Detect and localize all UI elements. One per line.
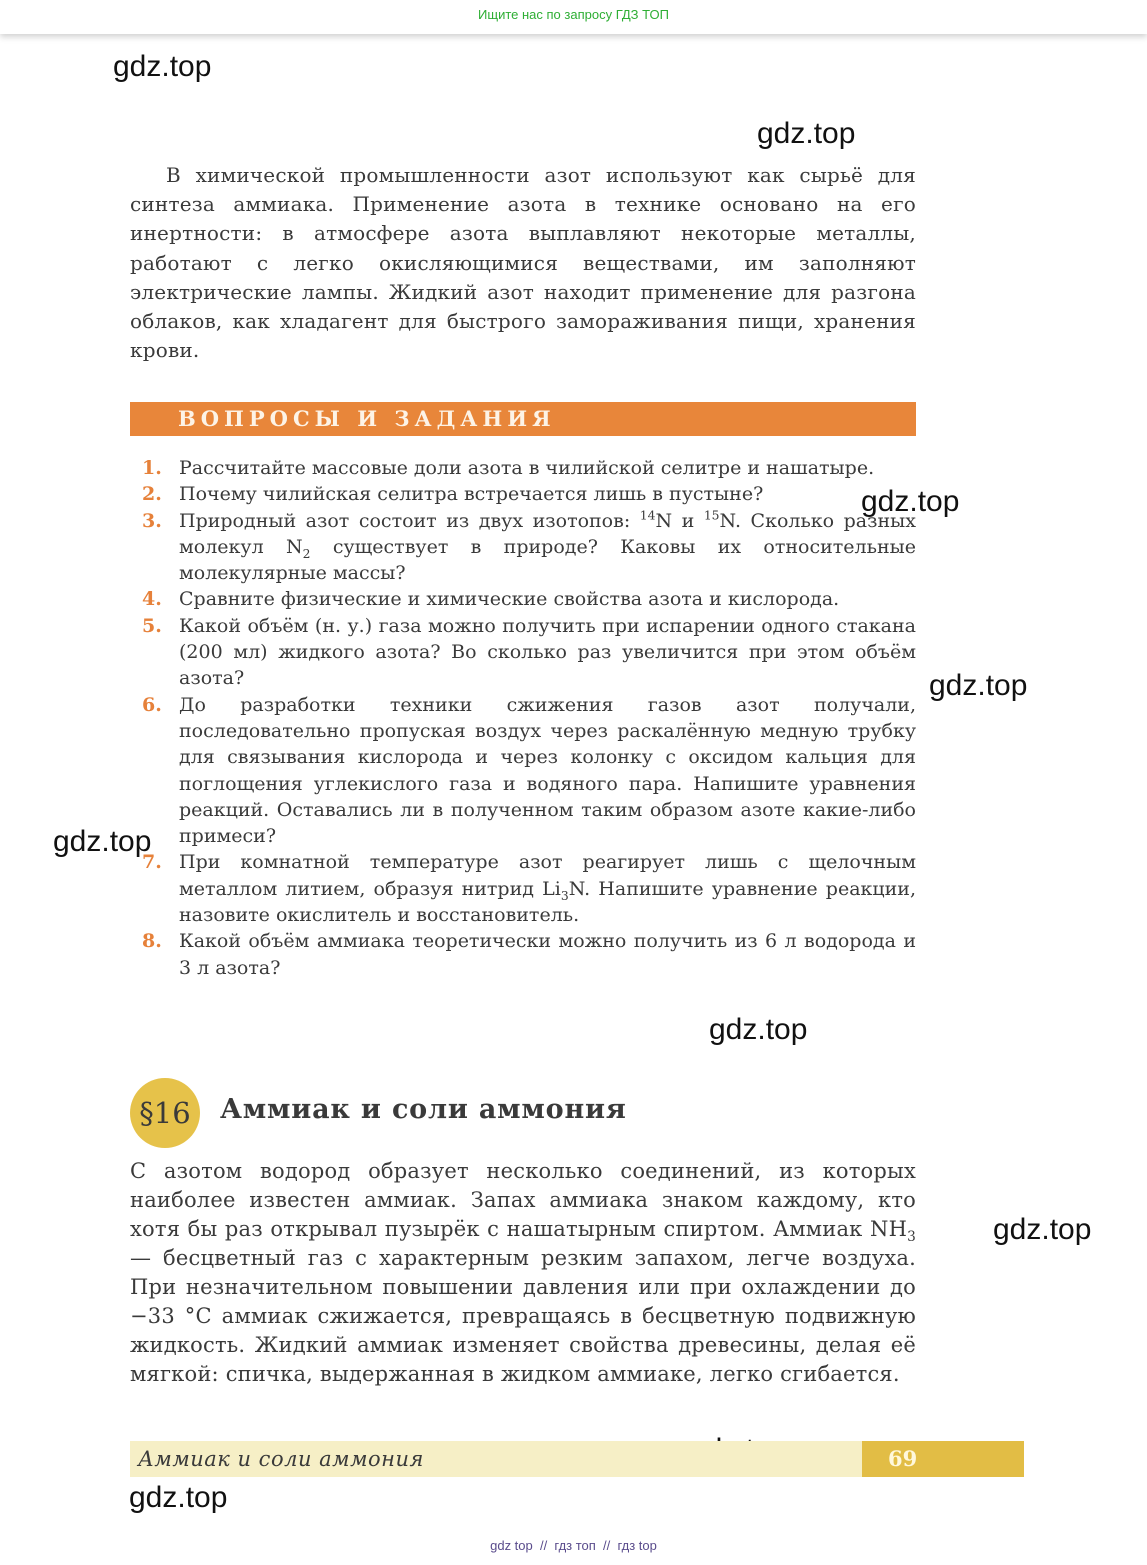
question-item <box>140 692 916 850</box>
bottom-links[interactable]: gdz top // гдз топ // гдз top <box>490 1538 657 1553</box>
question-number: 3. <box>142 509 162 532</box>
question-text: При комнатной температуре азот реагирует лишь с щелочным металлом литием, образуя нитрид $Li_3N$. Напишите уравнение реакции, назовите окислитель и восстановитель. <box>179 851 916 927</box>
section-paragraph: С азотом водород образует несколько соединений, из которых наиболее известен аммиак. Запах аммиака знаком каждому, кто хотя бы раз открывал пузырёк с нашатырным спиртом. Аммиак $NH_3$ — бесцветный газ с характерным резким запахом, легче воздуха. При незначительном повышении давления или при охлаждении до −33 °С аммиак сжижается, превращаясь в бесцветную подвижную жидкость. Жидкий аммиак изменяет свойства древесины, делая её мягкой: спичка, выдержанная в жидком аммиаке, легко сгибается. <box>130 1159 916 1386</box>
question-item <box>140 613 916 692</box>
question-text: До разработки техники сжижения газов азот получали, последовательно пропуская воздух через раскалённую медную трубку для связывания кислорода и через колонку с оксидом кальция для поглощения углекислого газа и водяного пара. Напишите уравнения реакций. Оставались ли в полученном таким образом азоте какие-либо примеси? <box>179 693 916 848</box>
watermark: gdz.top <box>993 1213 1092 1246</box>
question-text: Почему чилийская селитра встречается лишь в пустыне? <box>179 483 764 506</box>
question-item <box>140 455 916 481</box>
question-item <box>140 928 916 981</box>
question-item <box>140 508 916 587</box>
question-number: 1. <box>142 457 162 479</box>
question-number: 5. <box>142 614 162 637</box>
watermark: gdz.top <box>113 50 212 83</box>
question-text: Сравните физические и химические свойства азота и кислорода. <box>179 588 840 611</box>
watermark: gdz.top <box>757 117 856 150</box>
questions-list <box>140 455 916 981</box>
question-text: Рассчитайте массовые доли азота в чилийской селитре и нашатыре. <box>179 457 875 479</box>
page-number: 69 <box>862 1441 1024 1477</box>
question-text: Какой объём (н. у.) газа можно получить при испарении одного стакана (200 мл) жидкого азота? Во сколько раз увеличится при этом объём азота? <box>179 614 916 690</box>
question-number: 4. <box>142 588 162 611</box>
watermark: gdz.top <box>861 485 960 518</box>
section-badge: §16 <box>130 1078 200 1148</box>
intro-paragraph: В химической промышленности азот используют как сырьё для синтеза аммиака. Применение азота в технике основано на его инертности: в атмосфере азота выплавляют некоторые металлы, работают с легко окисляющимися веществами, им заполняют электрические лампы. Жидкий азот находит применение для разгона облаков, как хладагент для быстрого замораживания пищи, хранения крови. <box>130 163 916 363</box>
question-text: Какой объём аммиака теоретически можно получить из 6 л водорода и 3 л азота? <box>179 930 916 979</box>
watermark: gdz.top <box>129 1481 228 1514</box>
question-text: Природный азот состоит из двух изотопов: $^{14}$N и $^{15}$N. Сколько разных молекул $N_2$ существует в природе? Каковы их относительные молекулярные массы? <box>179 508 916 585</box>
questions-header: ВОПРОСЫ И ЗАДАНИЯ <box>130 402 916 436</box>
watermark: gdz.top <box>53 825 152 858</box>
section-title: Аммиак и соли аммония <box>220 1094 627 1125</box>
question-number: 6. <box>142 693 162 716</box>
watermark: gdz.top <box>709 1013 808 1046</box>
question-item <box>140 481 916 507</box>
watermark: gdz.top <box>929 669 1028 702</box>
question-number: 8. <box>142 930 162 953</box>
question-item <box>140 586 916 612</box>
question-number: 2. <box>142 483 162 506</box>
question-item <box>140 849 916 928</box>
question-number: 7. <box>142 851 162 874</box>
running-title: Аммиак и соли аммония <box>130 1441 862 1477</box>
top-banner[interactable]: Ищите нас по запросу ГДЗ ТОП <box>0 0 1147 34</box>
